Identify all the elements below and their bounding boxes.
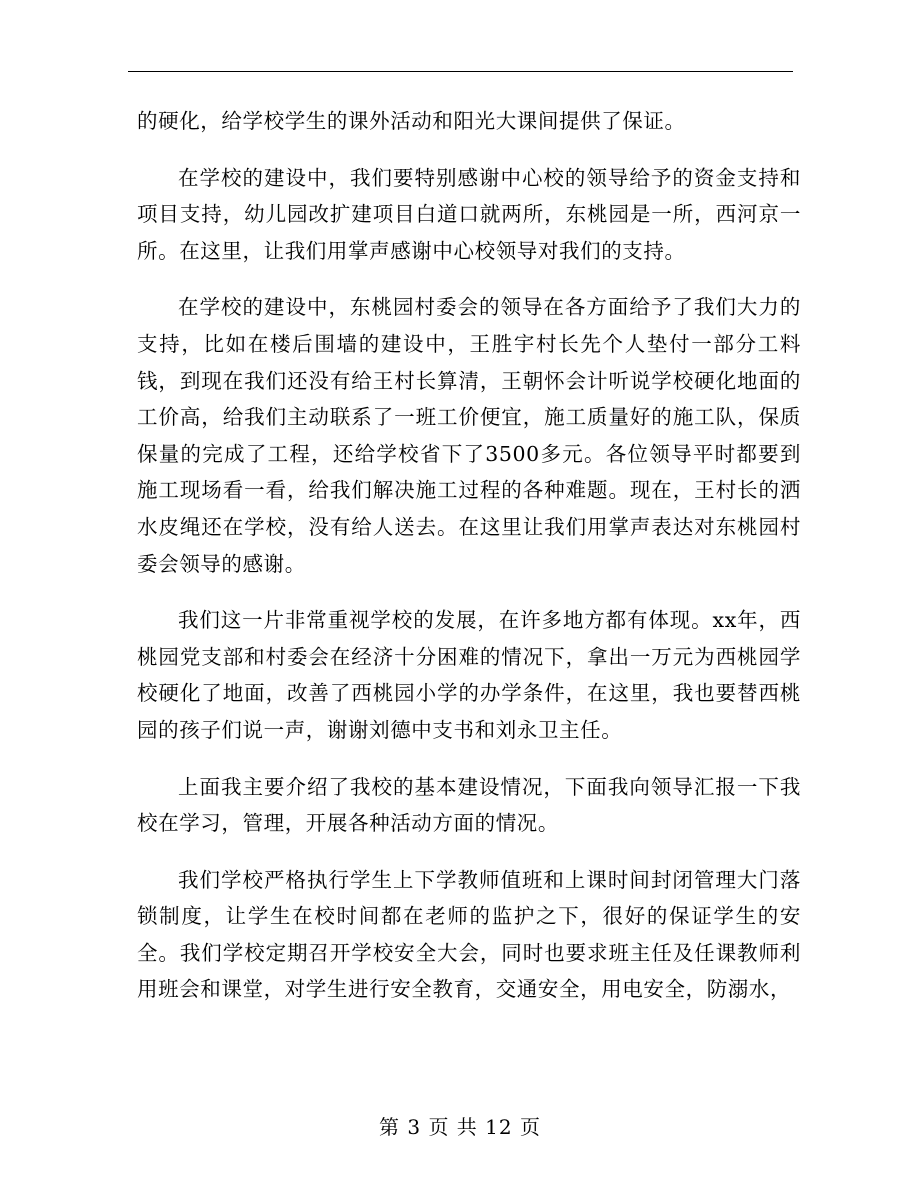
paragraph-continued: 的硬化，给学校学生的课外活动和阳光大课间提供了保证。 — [137, 109, 686, 133]
paragraph: 在学校的建设中，东桃园村委会的领导在各方面给予了我们大力的支持，比如在楼后围墙的建设中，王胜宇村长先个人垫付一部分工料钱，到现在我们还没有给王村长算清，王朝怀会计听说学校硬化地面的工价高，给我们主动联系了一班工价便宜，施工质量好的施工队，保质保量的完成了工程，还给学校省下了3500多元。各位领导平时都要到施工现场看一看，给我们解决施工过程的各种难题。现在，王村长的洒水皮绳还在学校，没有给人送去。在这里让我们用掌声表达对东桃园村委会领导的感谢。 — [137, 295, 801, 576]
document-body — [137, 103, 801, 1028]
paragraph: 我们学校严格执行学生上下学教师值班和上课时间封闭管理大门落锁制度，让学生在校时间都在老师的监护之下，很好的保证学生的安全。我们学校定期召开学校安全大会，同时也要求班主任及任课教师利用班会和课堂，对学生进行安全教育，交通安全，用电安全，防溺水， — [137, 867, 801, 1002]
paragraph: 我们这一片非常重视学校的发展，在许多地方都有体现。xx年，西桃园党支部和村委会在经济十分困难的情况下，拿出一万元为西桃园学校硬化了地面，改善了西桃园小学的办学条件，在这里，我也要替西桃园的孩子们说一声，谢谢刘德中支书和刘永卫主任。 — [137, 608, 801, 742]
paragraph: 在学校的建设中，我们要特别感谢中心校的领导给予的资金支持和项目支持，幼儿园改扩建项目白道口就两所，东桃园是一所，西河京一所。在这里，让我们用掌声感谢中心校领导对我们的支持。 — [137, 165, 801, 263]
header-rule — [128, 71, 793, 72]
page-number: 第 3 页 共 12 页 — [379, 1115, 541, 1139]
paragraph: 上面我主要介绍了我校的基本建设情况，下面我向领导汇报一下我校在学习，管理，开展各种活动方面的情况。 — [137, 774, 801, 836]
